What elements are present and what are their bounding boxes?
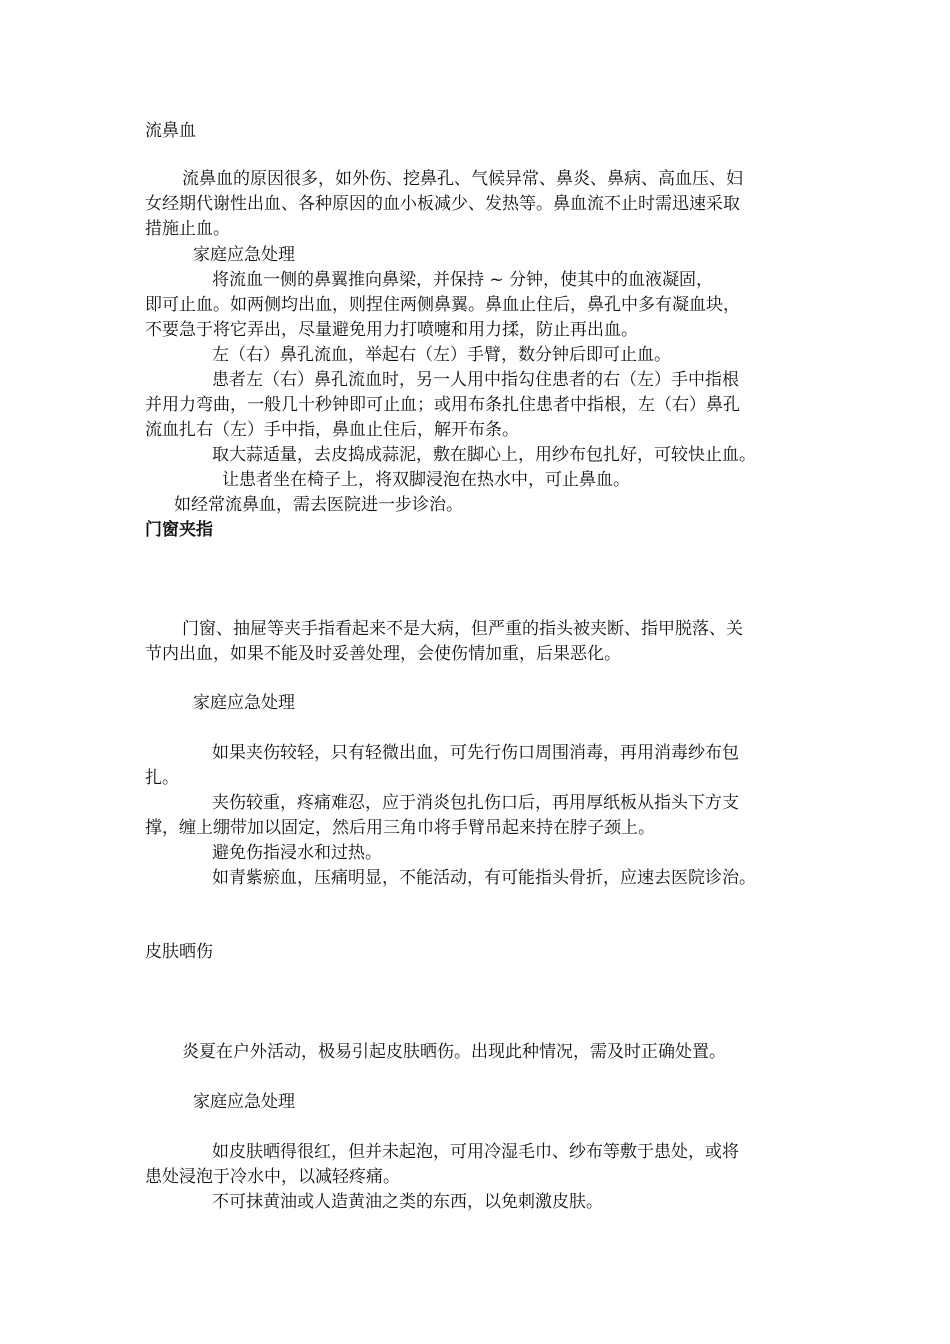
step-line: 不可抹黄油或人造黄油之类的东西，以免刺激皮肤。 [212,1192,603,1212]
step-line: 夹伤较重，疼痛难忍，应于消炎包扎伤口后，再用厚纸板从指头下方支 [212,793,739,813]
subheading-home-care: 家庭应急处理 [193,693,295,713]
section-title-sunburn: 皮肤晒伤 [145,942,213,962]
step-line: 并用力弯曲，一般几十秒钟即可止血；或用布条扎住患者中指根，左（右）鼻孔 [145,395,740,415]
step-line: 让患者坐在椅子上，将双脚浸泡在热水中，可止鼻血。 [222,470,630,490]
section-title-nosebleed: 流鼻血 [145,121,196,141]
step-line: 即可止血。如两侧均出血，则捏住两侧鼻翼。鼻血止住后，鼻孔中多有凝血块， [145,295,740,315]
intro-line: 炎夏在户外活动，极易引起皮肤晒伤。出现此种情况，需及时正确处置。 [182,1042,726,1062]
intro-line: 节内出血，如果不能及时妥善处理，会使伤情加重，后果恶化。 [145,644,621,664]
step-line: 不要急于将它弄出，尽量避免用力打喷嚏和用力揉，防止再出血。 [145,320,638,340]
subheading-home-care: 家庭应急处理 [193,245,295,265]
intro-line: 措施止血。 [145,219,230,239]
step-line: 患者左（右）鼻孔流血时，另一人用中指勾住患者的右（左）手中指根 [212,370,739,390]
step-line: 如青紫瘀血，压痛明显，不能活动，有可能指头骨折，应速去医院诊治。 [212,868,756,888]
step-line: 取大蒜适量，去皮捣成蒜泥，敷在脚心上，用纱布包扎好，可较快止血。 [212,445,756,465]
step-line: 左（右）鼻孔流血，举起右（左）手臂，数分钟后即可止血。 [212,345,671,365]
step-line: 如果夹伤较轻，只有轻微出血，可先行伤口周围消毒，再用消毒纱布包 [212,743,739,763]
intro-line: 流鼻血的原因很多，如外伤、挖鼻孔、气候异常、鼻炎、鼻病、高血压、妇 [182,169,743,189]
step-line: 避免伤指浸水和过热。 [212,843,382,863]
section-title-finger-pinch: 门窗夹指 [145,520,213,540]
intro-line: 女经期代谢性出血、各种原因的血小板减少、发热等。鼻血流不止时需迅速采取 [145,194,740,214]
step-line: 流血扎右（左）手中指，鼻血止住后，解开布条。 [145,420,519,440]
step-line: 患处浸泡于冷水中，以减轻疼痛。 [145,1167,400,1187]
subheading-home-care: 家庭应急处理 [193,1092,295,1112]
step-line: 扎。 [145,768,179,788]
step-line: 如经常流鼻血，需去医院进一步诊治。 [174,495,463,515]
step-line: 如皮肤晒得很红，但并未起泡，可用冷湿毛巾、纱布等敷于患处，或将 [212,1142,739,1162]
step-line: 将流血一侧的鼻翼推向鼻梁，并保持 ~ 分钟，使其中的血液凝固， [212,270,714,290]
intro-line: 门窗、抽屉等夹手指看起来不是大病，但严重的指头被夹断、指甲脱落、关 [182,619,743,639]
step-line: 撑，缠上绷带加以固定，然后用三角巾将手臂吊起来持在脖子颈上。 [145,818,655,838]
